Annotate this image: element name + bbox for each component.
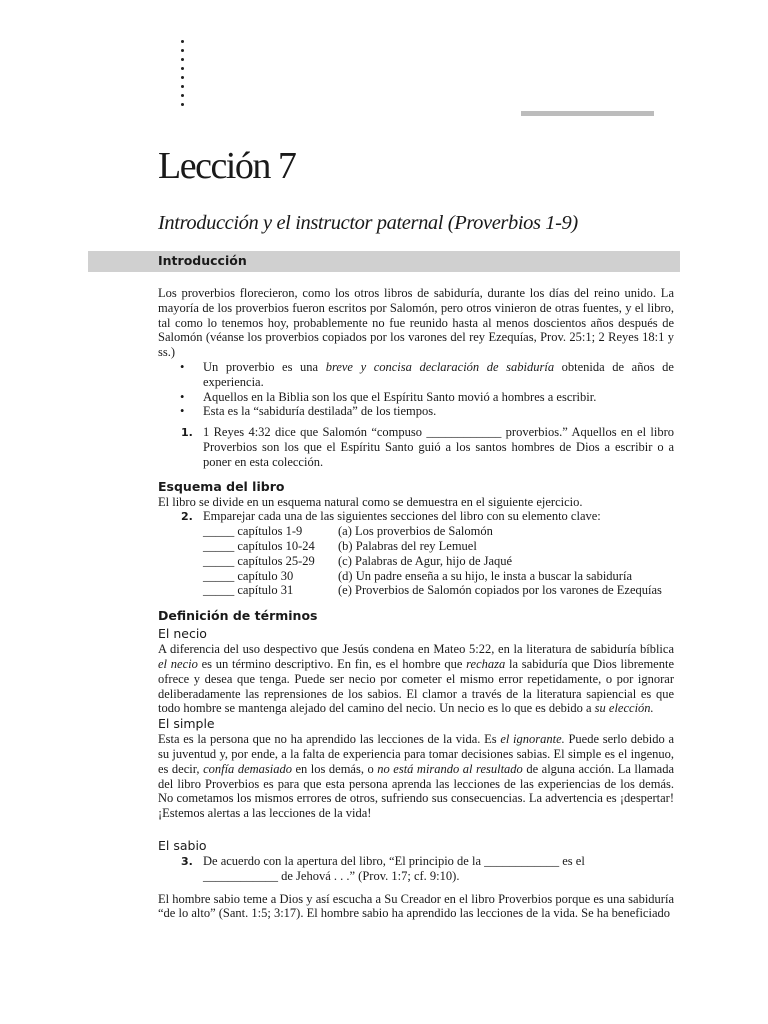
- matching-row: [158, 583, 674, 598]
- matching-row: [158, 539, 674, 554]
- lesson-subtitle: Introducción y el instructor paternal (Proverbios 1-9): [158, 212, 578, 234]
- matching-right: (a) Los proverbios de Salomón: [338, 524, 493, 539]
- paragraph-emphasis: el ignorante.: [500, 732, 565, 747]
- paragraph-text: en los demás, o: [291, 761, 378, 776]
- bullet-text: obtenida de años de experiencia.: [203, 359, 674, 389]
- matching-row: [158, 569, 674, 584]
- paragraph-text: la sabiduría que Dios libremente ofrece y desea que tenga. Puede ser necio por cometer el mismo error repetidamente, o por ignorar deliberadamente las reprensiones de los sabios. El clamor a través de la literatura sapiencial es que todo hombre se mantenga alejado del camino del necio. Un necio es lo que es debido a: [158, 656, 674, 716]
- paragraph-emphasis: no está mirando al resultado: [377, 761, 523, 776]
- paragraph-text: es un término descriptivo. En fin, es el hombre que: [197, 656, 467, 671]
- matching-right: (c) Palabras de Agur, hijo de Jaqué: [338, 553, 513, 568]
- term-simple-paragraph: [158, 732, 674, 821]
- intro-bullet-list: [158, 360, 674, 419]
- matching-left: _____ capítulos 1-9: [203, 524, 303, 539]
- paragraph-emphasis: confía demasiado: [203, 761, 292, 776]
- question-text-line: ____________ de Jehová . . .” (Prov. 1:7; cf. 9:10).: [203, 868, 460, 883]
- paragraph-emphasis: su elección.: [594, 701, 654, 716]
- paragraph-text: Esta es la persona que no ha aprendido las lecciones de la vida. Es: [158, 732, 501, 747]
- matching-right: (d) Un padre enseña a su hijo, le insta a buscar la sabiduría: [338, 568, 632, 583]
- matching-left: _____ capítulos 25-29: [203, 553, 315, 568]
- matching-left: _____ capítulo 31: [203, 583, 294, 598]
- question-text-line: De acuerdo con la apertura del libro, “El principio de la ____________ es el: [203, 853, 585, 868]
- matching-left: _____ capítulos 10-24: [203, 538, 315, 553]
- decorative-gray-bar: [521, 111, 654, 116]
- decorative-dotted-line: [181, 40, 187, 112]
- question-2: [158, 509, 674, 524]
- question-text: 1 Reyes 4:32 dice que Salomón “compuso ____________ proverbios.” Aquellos en el libro Proverbios son los que el Espíritu Santo guió a los santos hombres de Dios a escribir o a poner en esta colección.: [203, 425, 674, 469]
- bullet-text: Un proverbio es una: [203, 359, 326, 374]
- question-3: [158, 854, 674, 884]
- paragraph-emphasis: rechaza: [466, 656, 506, 671]
- question-number: 3.: [181, 854, 193, 868]
- lesson-title: Lección 7: [158, 145, 296, 187]
- matching-row: [158, 524, 674, 539]
- matching-right: (b) Palabras del rey Lemuel: [338, 538, 477, 553]
- question-number: 2.: [181, 510, 193, 524]
- term-sabio-title: El sabio: [158, 837, 207, 853]
- term-necio-title: El necio: [158, 626, 207, 642]
- paragraph-emphasis: el necio: [158, 656, 198, 671]
- outline-intro: El libro se divide en un esquema natural como se demuestra en el siguiente ejercicio.: [158, 494, 583, 509]
- question-number: 1.: [181, 426, 193, 440]
- section-header-bar: [88, 251, 680, 272]
- bullet-item: • Esta es la “sabiduría destilada” de los tiempos.: [203, 404, 674, 419]
- question-text: Emparejar cada una de las siguientes secciones del libro con su elemento clave:: [203, 509, 601, 524]
- term-simple-title: El simple: [158, 716, 215, 732]
- paragraph-text: de alguna acción. La llamada del libro Proverbios es para que esta persona aprenda las lecciones de las experiencias de los demás. No cometamos los mismos errores de otros, sufriendo sus consecuencias. La advertencia es ¡despertar! ¡Estemos alertas a las lecciones de la vida!: [158, 761, 674, 821]
- matching-table: [158, 524, 674, 598]
- matching-row: [158, 554, 674, 569]
- outline-heading: Esquema del libro: [158, 478, 285, 494]
- bullet-item: • Aquellos en la Biblia son los que el Espíritu Santo movió a hombres a escribir.: [203, 390, 674, 405]
- matching-left: _____ capítulo 30: [203, 568, 294, 583]
- question-1: [158, 425, 674, 469]
- term-necio-paragraph: [158, 642, 674, 716]
- bullet-item: [203, 360, 674, 390]
- document-body: [158, 286, 674, 921]
- matching-right: (e) Proverbios de Salomón copiados por los varones de Ezequías: [338, 583, 662, 598]
- paragraph-text: A diferencia del uso despectivo que Jesús condena en Mateo 5:22, en la literatura de sabiduría bíblica: [158, 642, 674, 657]
- paragraph-text: Puede serlo debido a su juventud y, por ende, a la falta de experiencia para tomar decisiones sabias. El simple es el ingenuo, es decir,: [158, 732, 674, 776]
- terms-heading: Definición de términos: [158, 608, 318, 624]
- section-heading: Introducción: [158, 253, 247, 268]
- intro-paragraph: Los proverbios florecieron, como los otros libros de sabiduría, durante los días del reino unido. La mayoría de los proverbios fueron escritos por Salomón, pero otros vinieron de otras fuentes, y el libro, tal como lo tenemos hoy, probablemente no fue reunido hasta al menos doscientos años después de Salomón (véanse los proverbios copiados por los varones del rey Ezequías, Prov. 25:1; 2 Reyes 18:1 y ss.): [158, 286, 674, 360]
- bullet-emphasis: breve y concisa declaración de sabiduría: [325, 359, 555, 374]
- term-sabio-paragraph: El hombre sabio teme a Dios y así escucha a Su Creador en el libro Proverbios porque es una sabiduría “de lo alto” (Sant. 1:5; 3:17). El hombre sabio ha aprendido las lecciones de la vida. Se ha beneficiado: [158, 891, 674, 921]
